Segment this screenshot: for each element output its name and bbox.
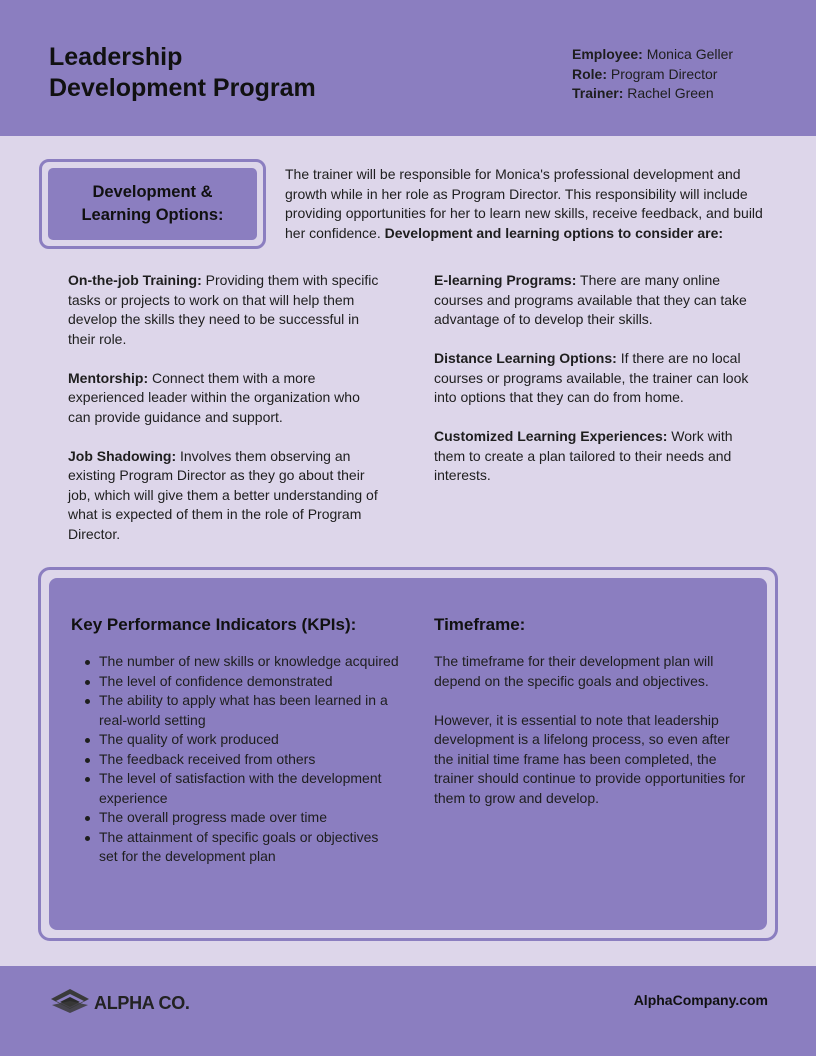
employee-meta [572, 45, 733, 104]
kpi-item: The feedback received from others [99, 750, 399, 770]
option-distance-learning [434, 349, 754, 408]
role-label: Role: [572, 65, 607, 82]
title-line-2: Development Program [49, 74, 316, 102]
kpi-panel [49, 578, 767, 930]
kpi-heading: Key Performance Indicators (KPIs): [71, 615, 357, 634]
option-on-the-job-training [68, 271, 386, 349]
employee-label: Employee: [572, 46, 643, 62]
option-e-learning [434, 271, 754, 330]
dev-options-box [39, 159, 266, 249]
timeframe-text [434, 652, 749, 828]
kpi-item: The attainment of specific goals or objectives set for the development plan [99, 828, 399, 867]
kpi-section [38, 567, 778, 941]
timeframe-paragraph-2: However, it is essential to note that leadership development is a lifelong process, so even after the initial time frame has been completed, the trainer should continue to provide opportunities for them to grow and develop. [434, 711, 746, 806]
options-right-column [434, 271, 754, 505]
kpi-item: The level of confidence demonstrated [99, 672, 399, 692]
option-label: Job Shadowing: [68, 447, 177, 464]
option-text: Involves them observing an existing Program Director as they go about their job, which will give them a better understanding of what is expected of them in the role of Program Director. [68, 447, 378, 542]
option-text: There are many online courses and programs available that they can take advantage of to develop their skills. [434, 272, 747, 327]
kpi-list [99, 652, 399, 867]
kpi-item: The quality of work produced [99, 730, 399, 750]
option-label: Distance Learning Options: [434, 350, 617, 366]
trainer-label: Trainer: [572, 85, 624, 101]
intro-bold-text: Development and learning options to consider are: [384, 224, 724, 241]
option-mentorship [68, 369, 386, 428]
header [0, 0, 816, 136]
kpi-item: The ability to apply what has been learned in a real-world setting [99, 691, 399, 730]
diamond-logo-icon [50, 988, 90, 1019]
option-label: Customized Learning Experiences: [434, 428, 668, 444]
timeframe-heading: Timeframe: [434, 615, 526, 634]
employee-value: Monica Geller [646, 46, 734, 62]
title-line-1: Leadership [49, 43, 183, 71]
role-value: Program Director [610, 65, 718, 82]
option-label: Mentorship: [68, 369, 149, 386]
option-customized-learning [434, 427, 754, 486]
company-logo [50, 988, 190, 1019]
option-label: E-learning Programs: [434, 272, 577, 288]
kpi-item: The overall progress made over time [99, 808, 399, 828]
option-label: On-the-job Training: [68, 272, 202, 288]
intro-paragraph [285, 165, 765, 243]
logo-text: ALPHA CO. [94, 993, 190, 1013]
option-text: If there are no local courses or programs available, the trainer can look into options that they can do from home. [434, 350, 749, 405]
kpi-item: The number of new skills or knowledge acquired [99, 652, 399, 672]
options-left-column [68, 271, 386, 564]
timeframe-paragraph-1: The timeframe for their development plan will depend on the specific goals and objectives. [434, 653, 714, 689]
footer [0, 966, 816, 1056]
trainer-value: Rachel Green [627, 85, 714, 101]
option-text: Work with them to create a plan tailored to their needs and interests. [434, 428, 733, 483]
trainer-row [572, 84, 733, 104]
option-text: Connect them with a more experienced leader within the organization who can provide guidance and support. [68, 369, 360, 425]
role-row [572, 65, 733, 85]
intro-text: The trainer will be responsible for Monica's professional development and growth while in her role as Program Director. This responsibility will include providing opportunities for her to learn new skills, receive feedback, and build her confidence. [285, 166, 763, 241]
employee-row [572, 45, 733, 65]
page-title [49, 42, 349, 104]
option-job-shadowing [68, 447, 386, 545]
kpi-item: The level of satisfaction with the development experience [99, 769, 399, 808]
website-link[interactable]: AlphaCompany.com [633, 992, 768, 1008]
dev-options-title: Development & Learning Options: [48, 168, 257, 240]
option-text: Providing them with specific tasks or projects to work on that will help them develop the skills they need to be successful in their role. [68, 272, 379, 347]
